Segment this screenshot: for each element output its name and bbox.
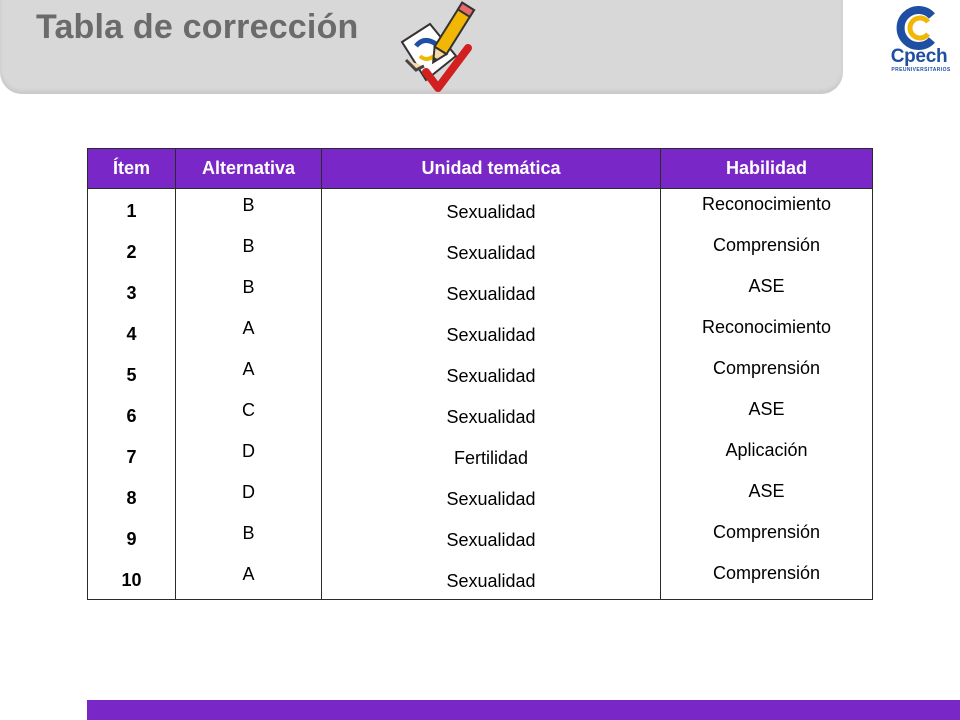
habilidad-cell: Reconocimiento bbox=[661, 312, 873, 353]
item-cell: 8 bbox=[88, 476, 176, 517]
item-cell: 6 bbox=[88, 394, 176, 435]
unidad-cell: Sexualidad bbox=[322, 189, 661, 231]
habilidad-cell: Comprensión bbox=[661, 353, 873, 394]
unidad-cell: Sexualidad bbox=[322, 230, 661, 271]
table-row bbox=[88, 353, 873, 394]
table-row bbox=[88, 476, 873, 517]
unidad-cell: Sexualidad bbox=[322, 517, 661, 558]
table-row bbox=[88, 271, 873, 312]
alternativa-cell: B bbox=[176, 271, 322, 312]
header-unidad-tematica: Unidad temática bbox=[322, 149, 661, 189]
table-row bbox=[88, 312, 873, 353]
cpech-emblem-icon bbox=[876, 6, 960, 50]
unidad-cell: Sexualidad bbox=[322, 394, 661, 435]
alternativa-cell: B bbox=[176, 230, 322, 271]
habilidad-cell: ASE bbox=[661, 394, 873, 435]
habilidad-cell: Comprensión bbox=[661, 517, 873, 558]
unidad-cell: Sexualidad bbox=[322, 353, 661, 394]
unidad-cell: Sexualidad bbox=[322, 476, 661, 517]
unidad-cell: Sexualidad bbox=[322, 271, 661, 312]
item-cell: 10 bbox=[88, 558, 176, 600]
item-cell: 7 bbox=[88, 435, 176, 476]
pencil-check-icon bbox=[394, 0, 484, 102]
alternativa-cell: A bbox=[176, 312, 322, 353]
table-row bbox=[88, 435, 873, 476]
header-habilidad: Habilidad bbox=[661, 149, 873, 189]
alternativa-cell: D bbox=[176, 476, 322, 517]
logo-text: Cpech bbox=[890, 46, 948, 67]
table-row bbox=[88, 394, 873, 435]
habilidad-cell: Comprensión bbox=[661, 230, 873, 271]
habilidad-cell: ASE bbox=[661, 271, 873, 312]
table-row bbox=[88, 517, 873, 558]
alternativa-cell: D bbox=[176, 435, 322, 476]
header-item: Ítem bbox=[88, 149, 176, 189]
alternativa-cell: A bbox=[176, 353, 322, 394]
page-title: Tabla de corrección bbox=[36, 8, 359, 46]
habilidad-cell: Comprensión bbox=[661, 558, 873, 600]
correction-table bbox=[87, 148, 873, 600]
alternativa-cell: B bbox=[176, 189, 322, 231]
unidad-cell: Sexualidad bbox=[322, 312, 661, 353]
table-row bbox=[88, 558, 873, 600]
alternativa-cell: B bbox=[176, 517, 322, 558]
item-cell: 9 bbox=[88, 517, 176, 558]
item-cell: 2 bbox=[88, 230, 176, 271]
table-header-row bbox=[88, 149, 873, 189]
habilidad-cell: Reconocimiento bbox=[661, 189, 873, 231]
item-cell: 5 bbox=[88, 353, 176, 394]
item-cell: 1 bbox=[88, 189, 176, 231]
alternativa-cell: A bbox=[176, 558, 322, 600]
table-row bbox=[88, 189, 873, 231]
table-row bbox=[88, 230, 873, 271]
item-cell: 4 bbox=[88, 312, 176, 353]
item-cell: 3 bbox=[88, 271, 176, 312]
logo-subtext: PREUNIVERSITARIOS bbox=[891, 67, 951, 73]
habilidad-cell: ASE bbox=[661, 476, 873, 517]
unidad-cell: Sexualidad bbox=[322, 558, 661, 600]
habilidad-cell: Aplicación bbox=[661, 435, 873, 476]
footer-bar bbox=[87, 700, 960, 720]
cpech-logo bbox=[876, 6, 960, 82]
header-alternativa: Alternativa bbox=[176, 149, 322, 189]
alternativa-cell: C bbox=[176, 394, 322, 435]
unidad-cell: Fertilidad bbox=[322, 435, 661, 476]
